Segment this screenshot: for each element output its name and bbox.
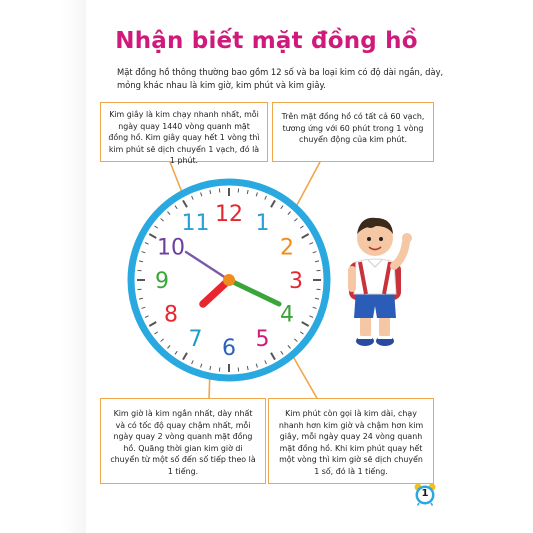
clock-number-5: 5 bbox=[255, 327, 270, 353]
clock-number-11: 11 bbox=[181, 210, 210, 236]
info-box-second-hand: Kim giây là kim chạy nhanh nhất, mỗi ngày quay 1440 vòng quanh mặt đồng hồ. Kim giây quay hết 1 vòng thì kim phút sẽ dịch chuyển 1 vạch, đó là 1 phút. bbox=[100, 102, 268, 162]
clock-number-12: 12 bbox=[215, 202, 243, 227]
clock-center bbox=[223, 274, 235, 286]
clock-number-8: 8 bbox=[163, 302, 178, 328]
clock-number-10: 10 bbox=[156, 235, 185, 261]
clock-number-3: 3 bbox=[289, 269, 303, 294]
clock-number-2: 2 bbox=[280, 235, 295, 261]
clock-number-7: 7 bbox=[188, 327, 203, 353]
clock-number-1: 1 bbox=[255, 210, 270, 236]
intro-paragraph: Mặt đồng hồ thông thường bao gồm 12 số và ba loại kim có độ dài ngắn, dày, mỏng khác nhau là kim giờ, kim phút và kim giây. bbox=[117, 67, 444, 90]
boy-illustration bbox=[330, 210, 420, 360]
clock-number-9: 9 bbox=[155, 269, 169, 294]
page-title: Nhận biết mặt đồng hồ bbox=[115, 28, 418, 54]
info-box-hour-hand: Kim giờ là kim ngắn nhất, dày nhất và có tốc độ quay chậm nhất, mỗi ngày quay 2 vòng quanh mặt đồng hồ. Quãng thời gian kim giờ di chuyển từ một số đến số tiếp theo là 1 tiếng. bbox=[100, 398, 266, 484]
info-box-ticks: Trên mặt đồng hồ có tất cả 60 vạch, tương ứng với 60 phút trong 1 vòng chuyển động của kim phút. bbox=[272, 102, 434, 162]
info-box-minute-hand: Kim phút còn gọi là kim dài, chạy nhanh hơn kim giờ và chậm hơn kim giây, mỗi ngày quay 24 vòng quanh mặt đồng hồ. Khi kim phút quay hết một vòng thì kim giờ sẽ dịch chuyển 1 số, đó là 1 tiếng. bbox=[268, 398, 434, 484]
page-number: 1 bbox=[421, 488, 429, 499]
clock-number-4: 4 bbox=[280, 302, 295, 328]
clock-number-6: 6 bbox=[222, 336, 236, 361]
